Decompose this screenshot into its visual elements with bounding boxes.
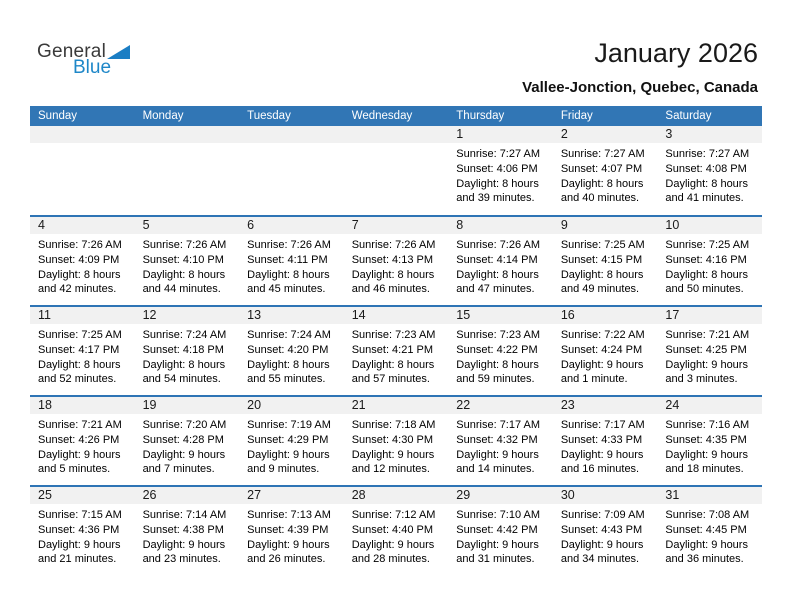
day-number: 17 — [657, 307, 762, 324]
sun-times-line: Daylight: 9 hours — [456, 538, 539, 551]
sun-times-text — [135, 414, 240, 477]
sun-times-line: Sunset: 4:18 PM — [142, 343, 224, 356]
day-number-empty — [135, 126, 240, 143]
sun-times-line: Sunrise: 7:18 AM — [351, 419, 436, 431]
sun-times-line: Sunrise: 7:25 AM — [665, 239, 750, 251]
day-number: 10 — [657, 217, 762, 234]
title-block — [522, 38, 758, 96]
sun-times-text — [30, 324, 135, 387]
sun-times-line: Sunset: 4:06 PM — [456, 162, 538, 175]
day-number: 18 — [30, 397, 135, 414]
day-number: 29 — [448, 487, 553, 504]
sun-times-line: and 57 minutes. — [351, 373, 430, 386]
sun-times-line: Sunrise: 7:26 AM — [38, 239, 122, 251]
sun-times-text — [553, 414, 658, 477]
day-number: 19 — [135, 397, 240, 414]
sun-times-text — [448, 414, 553, 477]
day-cell-15 — [448, 307, 553, 395]
day-cell-14 — [344, 307, 449, 395]
sun-times-line: Daylight: 8 hours — [142, 358, 226, 371]
sun-times-line: Daylight: 8 hours — [456, 268, 539, 281]
sun-times-line: Daylight: 9 hours — [665, 538, 748, 551]
day-number: 24 — [657, 397, 762, 414]
sun-times-line: Sunrise: 7:25 AM — [38, 329, 122, 341]
dow-header-friday: Friday — [560, 110, 593, 122]
sun-times-text — [344, 324, 449, 387]
sun-times-text — [239, 324, 344, 387]
sun-times-text — [30, 414, 135, 477]
sun-times-line: Daylight: 8 hours — [560, 268, 644, 281]
sun-times-line: and 50 minutes. — [665, 283, 744, 296]
sun-times-line: Sunset: 4:45 PM — [665, 523, 747, 536]
sun-times-line: Daylight: 9 hours — [38, 448, 121, 461]
sun-times-line: Sunrise: 7:27 AM — [665, 148, 750, 160]
day-number-empty — [344, 126, 449, 143]
day-cell-11 — [30, 307, 135, 395]
sun-times-line: Daylight: 9 hours — [38, 538, 121, 551]
day-number: 11 — [30, 307, 135, 324]
sun-times-line: Sunrise: 7:21 AM — [38, 419, 122, 431]
sun-times-text — [344, 143, 449, 147]
day-number: 31 — [657, 487, 762, 504]
sun-times-line: Sunrise: 7:25 AM — [560, 239, 645, 251]
sun-times-line: Daylight: 9 hours — [665, 448, 748, 461]
day-cell-30 — [553, 487, 658, 575]
day-cell-26 — [135, 487, 240, 575]
day-cell-4 — [30, 217, 135, 305]
sun-times-line: and 21 minutes. — [38, 553, 117, 566]
sun-times-line: Sunrise: 7:26 AM — [456, 239, 541, 251]
logo-text-blue: Blue — [73, 57, 112, 78]
sun-times-line: Sunrise: 7:17 AM — [456, 419, 541, 431]
sun-times-line: and 36 minutes. — [665, 553, 744, 566]
sun-times-line: and 5 minutes. — [38, 463, 111, 476]
day-number-empty — [30, 126, 135, 143]
sun-times-line: Daylight: 8 hours — [38, 268, 121, 281]
day-cell-22 — [448, 397, 553, 485]
sun-times-line: Sunrise: 7:15 AM — [38, 509, 122, 521]
day-number: 15 — [448, 307, 553, 324]
sun-times-line: Sunrise: 7:08 AM — [665, 509, 750, 521]
day-number: 7 — [344, 217, 449, 234]
day-number: 27 — [239, 487, 344, 504]
sun-times-line: and 42 minutes. — [38, 283, 117, 296]
dow-header-sunday: Sunday — [38, 110, 78, 122]
day-cell-31 — [657, 487, 762, 575]
sun-times-line: and 54 minutes. — [142, 373, 221, 386]
sun-times-line: Sunrise: 7:26 AM — [351, 239, 436, 251]
sun-times-line: Daylight: 8 hours — [665, 268, 748, 281]
sun-times-line: and 7 minutes. — [142, 463, 215, 476]
sun-times-line: Sunset: 4:42 PM — [456, 523, 538, 536]
sun-times-text — [448, 324, 553, 387]
sun-times-line: Sunrise: 7:16 AM — [665, 419, 750, 431]
sun-times-text — [239, 143, 344, 147]
dow-header-tuesday: Tuesday — [247, 110, 291, 122]
day-number: 2 — [553, 126, 658, 143]
sun-times-line: Sunrise: 7:26 AM — [142, 239, 227, 251]
dow-header-saturday: Saturday — [665, 110, 712, 122]
day-number: 4 — [30, 217, 135, 234]
sun-times-line: Sunrise: 7:10 AM — [456, 509, 541, 521]
sun-times-text — [657, 414, 762, 477]
sun-times-line: and 3 minutes. — [665, 373, 738, 386]
sun-times-text — [239, 504, 344, 567]
sun-times-line: and 31 minutes. — [456, 553, 535, 566]
day-number: 8 — [448, 217, 553, 234]
day-cell-8 — [448, 217, 553, 305]
sun-times-line: Sunset: 4:16 PM — [665, 253, 747, 266]
day-number: 26 — [135, 487, 240, 504]
day-of-week-header-row — [30, 106, 762, 126]
sun-times-line: Sunset: 4:26 PM — [38, 433, 120, 446]
day-cell-18 — [30, 397, 135, 485]
sun-times-line: Sunrise: 7:13 AM — [247, 509, 331, 521]
day-cell-16 — [553, 307, 658, 395]
sun-times-text — [135, 143, 240, 147]
sun-times-line: Daylight: 9 hours — [247, 538, 330, 551]
week-row-5 — [30, 485, 762, 575]
day-cell-17 — [657, 307, 762, 395]
sun-times-text — [657, 504, 762, 567]
day-cell-29 — [448, 487, 553, 575]
sun-times-line: and 28 minutes. — [351, 553, 430, 566]
sun-times-line: Sunrise: 7:19 AM — [247, 419, 331, 431]
day-cell-2 — [553, 126, 658, 215]
dow-header-monday: Monday — [142, 110, 184, 122]
sun-times-line: Daylight: 9 hours — [456, 448, 539, 461]
sun-times-text — [448, 504, 553, 567]
day-number: 3 — [657, 126, 762, 143]
sun-times-line: Sunset: 4:09 PM — [38, 253, 120, 266]
sun-times-line: Sunset: 4:20 PM — [247, 343, 329, 356]
page-title: January 2026 — [594, 38, 758, 68]
sun-times-line: Daylight: 8 hours — [38, 358, 121, 371]
sun-times-line: Sunset: 4:15 PM — [560, 253, 643, 266]
sun-times-line: Sunset: 4:25 PM — [665, 343, 747, 356]
sun-times-line: Daylight: 9 hours — [351, 448, 435, 461]
sun-times-line: Sunset: 4:17 PM — [38, 343, 120, 356]
day-cell-20 — [239, 397, 344, 485]
sun-times-text — [657, 143, 762, 206]
sun-times-line: Sunrise: 7:27 AM — [456, 148, 541, 160]
sun-times-line: and 1 minute. — [560, 373, 628, 386]
day-number: 9 — [553, 217, 658, 234]
sun-times-text — [553, 324, 658, 387]
sun-times-line: Sunset: 4:08 PM — [665, 162, 747, 175]
sun-times-line: and 41 minutes. — [665, 192, 744, 205]
day-number: 28 — [344, 487, 449, 504]
sun-times-text — [553, 234, 658, 297]
week-row-3 — [30, 305, 762, 395]
sun-times-text — [239, 234, 344, 297]
sun-times-line: Sunset: 4:11 PM — [247, 253, 328, 266]
sun-times-line: Sunset: 4:43 PM — [560, 523, 643, 536]
weeks-container — [30, 126, 762, 575]
dow-header-thursday: Thursday — [456, 110, 505, 122]
day-cell-empty — [239, 126, 344, 215]
sun-times-line: and 9 minutes. — [247, 463, 320, 476]
sun-times-line: Sunrise: 7:12 AM — [351, 509, 436, 521]
sun-times-line: Daylight: 8 hours — [456, 358, 539, 371]
sun-times-line: Sunset: 4:40 PM — [351, 523, 434, 536]
sun-times-line: Sunrise: 7:21 AM — [665, 329, 750, 341]
day-number: 1 — [448, 126, 553, 143]
general-blue-logo — [37, 42, 131, 77]
sun-times-text — [344, 504, 449, 567]
logo-text-general: General — [37, 41, 106, 62]
day-cell-empty — [30, 126, 135, 215]
sun-times-line: Daylight: 9 hours — [560, 448, 644, 461]
sun-times-text — [553, 143, 658, 206]
sun-times-line: Sunset: 4:35 PM — [665, 433, 747, 446]
dow-header-wednesday: Wednesday — [351, 110, 413, 122]
day-cell-21 — [344, 397, 449, 485]
sun-times-line: and 16 minutes. — [560, 463, 640, 476]
sun-times-line: Sunset: 4:24 PM — [560, 343, 643, 356]
sun-times-line: Daylight: 8 hours — [351, 358, 435, 371]
sun-times-text — [135, 324, 240, 387]
day-number: 30 — [553, 487, 658, 504]
sun-times-line: and 59 minutes. — [456, 373, 535, 386]
day-cell-10 — [657, 217, 762, 305]
sun-times-line: Daylight: 9 hours — [142, 538, 226, 551]
sun-times-line: Sunset: 4:39 PM — [247, 523, 329, 536]
sun-times-text — [30, 143, 135, 147]
sun-times-line: Daylight: 8 hours — [351, 268, 435, 281]
sun-times-line: Sunrise: 7:23 AM — [351, 329, 436, 341]
sun-times-line: Daylight: 8 hours — [247, 358, 330, 371]
sun-times-line: Sunrise: 7:24 AM — [142, 329, 227, 341]
sun-times-text — [657, 234, 762, 297]
sun-times-line: Daylight: 8 hours — [142, 268, 226, 281]
sun-times-line: Sunset: 4:10 PM — [142, 253, 224, 266]
week-row-2 — [30, 215, 762, 305]
sun-times-line: Sunset: 4:33 PM — [560, 433, 643, 446]
sun-times-line: Sunset: 4:30 PM — [351, 433, 434, 446]
sun-times-line: Sunrise: 7:14 AM — [142, 509, 227, 521]
sun-times-line: Sunrise: 7:20 AM — [142, 419, 227, 431]
sun-times-line: Sunset: 4:13 PM — [351, 253, 434, 266]
day-number: 5 — [135, 217, 240, 234]
sun-times-line: Daylight: 9 hours — [560, 538, 644, 551]
day-number: 20 — [239, 397, 344, 414]
sun-times-line: Sunset: 4:32 PM — [456, 433, 538, 446]
sun-times-line: Sunset: 4:38 PM — [142, 523, 224, 536]
sun-times-text — [135, 504, 240, 567]
sun-times-line: Sunset: 4:21 PM — [351, 343, 434, 356]
sun-times-text — [344, 414, 449, 477]
sun-times-line: and 26 minutes. — [247, 553, 326, 566]
sun-times-line: Sunrise: 7:26 AM — [247, 239, 331, 251]
page-subtitle: Vallee-Jonction, Quebec, Canada — [522, 79, 758, 96]
day-cell-25 — [30, 487, 135, 575]
sun-times-text — [135, 234, 240, 297]
week-row-1 — [30, 126, 762, 215]
sun-times-line: Sunset: 4:22 PM — [456, 343, 538, 356]
sun-times-text — [448, 234, 553, 297]
day-cell-empty — [135, 126, 240, 215]
sun-times-line: and 34 minutes. — [560, 553, 640, 566]
sun-times-line: Daylight: 8 hours — [247, 268, 330, 281]
day-number-empty — [239, 126, 344, 143]
sun-times-line: Daylight: 8 hours — [456, 177, 539, 190]
sun-times-line: and 23 minutes. — [142, 553, 221, 566]
day-cell-1 — [448, 126, 553, 215]
day-cell-23 — [553, 397, 658, 485]
sun-times-line: Sunrise: 7:23 AM — [456, 329, 541, 341]
day-number: 25 — [30, 487, 135, 504]
sun-times-line: and 14 minutes. — [456, 463, 535, 476]
day-cell-28 — [344, 487, 449, 575]
day-number: 21 — [344, 397, 449, 414]
sun-times-line: Daylight: 9 hours — [560, 358, 644, 371]
sun-times-line: Sunrise: 7:09 AM — [560, 509, 645, 521]
sun-times-text — [448, 143, 553, 206]
sun-times-line: Daylight: 9 hours — [247, 448, 330, 461]
day-cell-12 — [135, 307, 240, 395]
day-number: 12 — [135, 307, 240, 324]
day-cell-13 — [239, 307, 344, 395]
sun-times-line: Sunset: 4:36 PM — [38, 523, 120, 536]
sun-times-line: Sunset: 4:28 PM — [142, 433, 224, 446]
day-cell-24 — [657, 397, 762, 485]
day-cell-6 — [239, 217, 344, 305]
calendar-grid — [30, 106, 762, 575]
sun-times-line: and 55 minutes. — [247, 373, 326, 386]
sun-times-line: and 39 minutes. — [456, 192, 535, 205]
day-cell-3 — [657, 126, 762, 215]
sun-times-line: and 47 minutes. — [456, 283, 535, 296]
sun-times-text — [30, 504, 135, 567]
sun-times-text — [553, 504, 658, 567]
day-number: 14 — [344, 307, 449, 324]
sun-times-line: and 44 minutes. — [142, 283, 221, 296]
sun-times-line: Daylight: 9 hours — [665, 358, 748, 371]
sun-times-line: and 40 minutes. — [560, 192, 640, 205]
sun-times-line: Sunset: 4:29 PM — [247, 433, 329, 446]
day-cell-7 — [344, 217, 449, 305]
sun-times-line: Daylight: 8 hours — [665, 177, 748, 190]
sun-times-text — [344, 234, 449, 297]
sun-times-line: Sunset: 4:07 PM — [560, 162, 643, 175]
day-cell-5 — [135, 217, 240, 305]
sun-times-line: and 45 minutes. — [247, 283, 326, 296]
sun-times-line: and 46 minutes. — [351, 283, 430, 296]
day-number: 23 — [553, 397, 658, 414]
day-cell-empty — [344, 126, 449, 215]
sun-times-line: and 12 minutes. — [351, 463, 430, 476]
day-cell-27 — [239, 487, 344, 575]
sun-times-text — [239, 414, 344, 477]
sun-times-text — [30, 234, 135, 297]
sun-times-line: Sunrise: 7:17 AM — [560, 419, 645, 431]
day-number: 6 — [239, 217, 344, 234]
day-number: 13 — [239, 307, 344, 324]
day-cell-9 — [553, 217, 658, 305]
day-number: 22 — [448, 397, 553, 414]
sun-times-line: Sunrise: 7:24 AM — [247, 329, 331, 341]
day-cell-19 — [135, 397, 240, 485]
day-number: 16 — [553, 307, 658, 324]
sun-times-text — [657, 324, 762, 387]
sun-times-line: and 49 minutes. — [560, 283, 640, 296]
sun-times-line: and 52 minutes. — [38, 373, 117, 386]
sun-times-line: Daylight: 9 hours — [142, 448, 226, 461]
sun-times-line: Daylight: 9 hours — [351, 538, 435, 551]
sun-times-line: Sunset: 4:14 PM — [456, 253, 538, 266]
sun-times-line: Sunrise: 7:22 AM — [560, 329, 645, 341]
sun-times-line: and 18 minutes. — [665, 463, 744, 476]
week-row-4 — [30, 395, 762, 485]
sun-times-line: Sunrise: 7:27 AM — [560, 148, 645, 160]
sun-times-line: Daylight: 8 hours — [560, 177, 644, 190]
